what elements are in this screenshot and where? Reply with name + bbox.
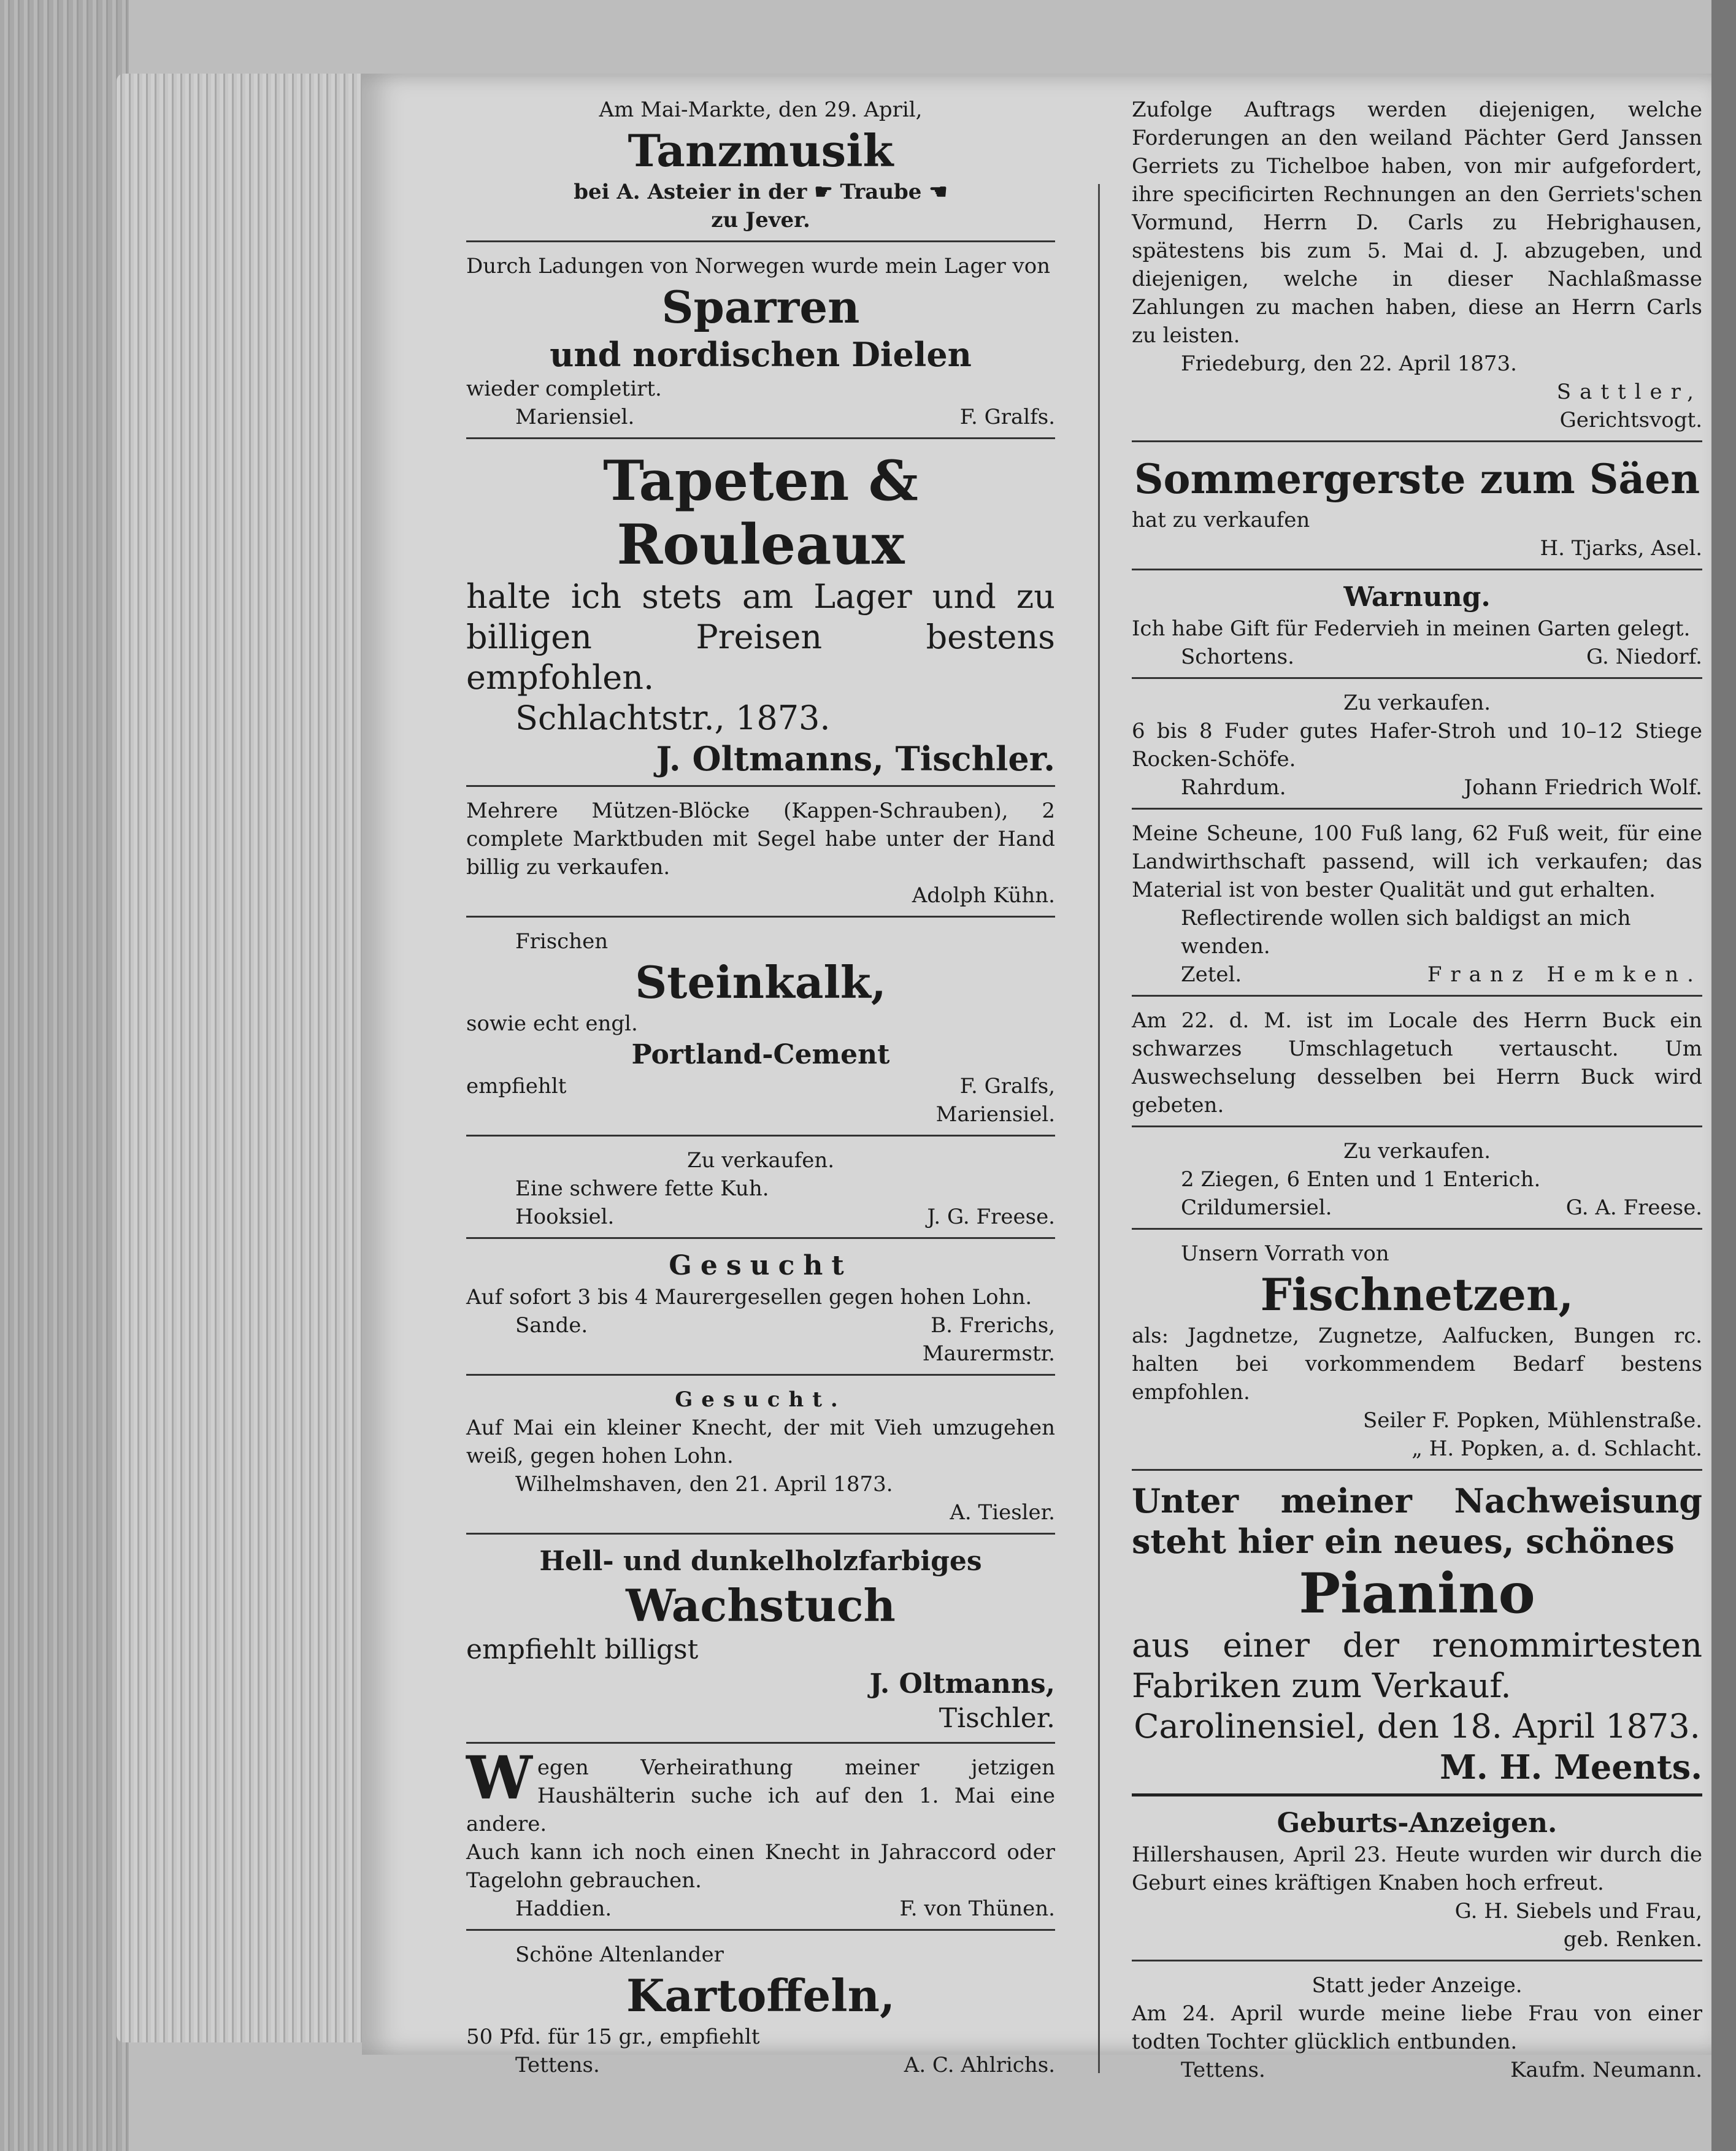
ad-title: Tanzmusik — [628, 125, 894, 177]
ad-place: Mariensiel. — [515, 405, 635, 429]
ad-address: Schlachtstr., 1873. — [515, 699, 831, 737]
right-margin-shadow — [1711, 0, 1736, 2151]
ad-body: Ich habe Gift für Federvieh in meinen Garten gelegt. — [1132, 616, 1691, 641]
ad-heading: Geburts-Anzeigen. — [1277, 1808, 1557, 1839]
ad-advertiser: J. G. Freese. — [927, 1205, 1055, 1229]
ad-kuh — [466, 1143, 1055, 1239]
ad-heading: Gesucht — [669, 1250, 853, 1281]
ad-title: Fischnetzen, — [1260, 1268, 1574, 1321]
ad-body: als: Jagdnetze, Zugnetze, Aalfucken, Bungen rc. halten bei vorkommendem Bedarf bestens empfohlen. — [1132, 1324, 1702, 1405]
ad-tapeten — [466, 445, 1055, 787]
ad-sommergerste — [1132, 448, 1702, 570]
ad-place: Mariensiel. — [935, 1102, 1055, 1127]
ad-line: zu Jever. — [711, 208, 810, 232]
ad-place: Zetel. — [1181, 962, 1242, 987]
ad-body: Auf sofort 3 bis 4 Maurergesellen gegen hohen Lohn. — [466, 1285, 1032, 1309]
ad-body: 2 Ziegen, 6 Enten und 1 Enterich. — [1181, 1167, 1541, 1192]
ad-advertiser: geb. Renken. — [1563, 1927, 1702, 1952]
ad-line: Unsern Vorrath von — [1181, 1241, 1389, 1266]
ad-signature — [1132, 1194, 1702, 1222]
ad-heading: Statt jeder Anzeige. — [1312, 1973, 1523, 1998]
ad-body: Durch Ladungen von Norwegen wurde mein Lager von — [466, 254, 1051, 278]
ad-body: Am 22. d. M. ist im Locale des Herrn Buck ein schwarzes Umschlagetuch vertauscht. Um Auswechselung desselben bei Herrn Buck wird gebeten. — [1132, 1008, 1702, 1118]
ad-signature — [466, 403, 1055, 431]
ad-body: Mehrere Mützen-Blöcke (Kappen-Schrauben), 2 complete Marktbuden mit Segel habe unter der Hand billig zu verkaufen. — [466, 799, 1055, 880]
ad-heading: Warnung. — [1343, 581, 1491, 613]
ad-body: wieder completirt. — [466, 377, 662, 401]
ad-advertiser: F. Gralfs. — [959, 405, 1055, 429]
column-divider — [1098, 184, 1100, 2073]
ad-date: Carolinensiel, den 18. April 1873. — [1134, 1707, 1700, 1746]
book-binding — [0, 0, 129, 2151]
left-column — [466, 92, 1055, 2092]
ad-signature — [466, 1895, 1055, 1923]
ad-tanzmusik — [466, 92, 1055, 242]
right-column — [1132, 92, 1702, 2096]
ad-statt — [1132, 1968, 1702, 2090]
ad-place: Rahrdum. — [1181, 775, 1286, 800]
ad-title: Pianino — [1299, 1561, 1535, 1626]
ad-line: empfiehlt — [466, 1074, 567, 1099]
ad-advertiser-title: Tischler. — [939, 1703, 1055, 1734]
ad-heading: Zu verkaufen. — [1343, 691, 1491, 715]
ad-sparren — [466, 248, 1055, 439]
ad-line: Hell- und dunkelholzfarbiges — [539, 1546, 982, 1577]
ad-advertiser: B. Frerichs, — [931, 1313, 1055, 1338]
ad-fischnetze — [1132, 1236, 1702, 1471]
ad-body: hat zu verkaufen — [1132, 508, 1310, 532]
ad-body-wrap — [466, 1743, 1055, 1838]
ad-line: Unter meiner Nachweisung steht hier ein neues, schönes — [1132, 1481, 1702, 1561]
ad-umschlagetuch — [1132, 1003, 1702, 1127]
ad-body: Hillershausen, April 23. Heute wurden wir durch die Geburt eines kräftigen Knaben hoch erfreut. — [1132, 1842, 1702, 1895]
ad-auftrag — [1132, 92, 1702, 442]
ad-heading: Zu verkaufen. — [1343, 1139, 1491, 1164]
ad-signature — [466, 1203, 1055, 1231]
ad-place: Crildumersiel. — [1181, 1195, 1332, 1220]
ad-place: Tettens. — [515, 2053, 600, 2077]
ad-advertiser: H. Tjarks, Asel. — [1540, 536, 1702, 561]
ad-line: Am Mai-Markte, den 29. April, — [599, 98, 923, 122]
drop-cap: W — [466, 1743, 532, 1812]
ad-body: Auf Mai ein kleiner Knecht, der mit Vieh umzugehen weiß, gegen hohen Lohn. — [466, 1416, 1055, 1468]
ad-body: Zufolge Auftrags werden diejenigen, welche Forderungen an den weiland Pächter Gerd Janssen Gerriets zu Tichelboe haben, von mir aufgefordert, ihre specificirten Rechnungen an den Gerriets'schen Vormund, Herrn D. Carls zu Hebrighausen, spätestens bis zum 5. Mai d. J. abzugeben, und diejenigen, welche in dieser Nachlaßmasse Zahlungen zu machen haben, diese an Herrn Carls zu leisten. — [1132, 98, 1702, 348]
ad-body: Am 24. April wurde meine liebe Frau von einer todten Tochter glücklich entbunden. — [1132, 2001, 1702, 2054]
page-edges — [117, 74, 374, 2042]
ad-advertiser: Kaufm. Neumann. — [1510, 2058, 1702, 2082]
ad-place: Schortens. — [1181, 645, 1294, 669]
ad-signature — [1132, 773, 1702, 802]
ad-advertiser-title: Gerichtsvogt. — [1559, 408, 1702, 432]
ad-place: Sande. — [515, 1313, 588, 1338]
ad-signature — [1132, 960, 1702, 989]
ad-title: Tapeten & Rouleaux — [603, 448, 918, 577]
ad-signature — [466, 1311, 1055, 1340]
ad-signature — [466, 2051, 1055, 2079]
ad-muetzen — [466, 793, 1055, 918]
ad-haushaelterin — [466, 1743, 1055, 1931]
ad-advertiser: Sattler, — [1556, 380, 1702, 404]
ad-body: 50 Pfd. für 15 gr., empfiehlt — [466, 2025, 760, 2049]
ad-advertiser: Seiler F. Popken, Mühlenstraße. — [1363, 1408, 1702, 1433]
ad-scheune — [1132, 816, 1702, 997]
ad-warnung — [1132, 577, 1702, 679]
ad-body: Eine schwere fette Kuh. — [515, 1176, 769, 1201]
ad-advertiser: F. von Thünen. — [899, 1896, 1055, 1921]
ad-pianino — [1132, 1477, 1702, 1796]
ad-advertiser: G. A. Freese. — [1565, 1195, 1702, 1220]
ad-advertiser: J. Oltmanns, — [869, 1668, 1055, 1700]
ad-advertiser: M. H. Meents. — [1440, 1747, 1702, 1787]
ad-advertiser-title: Maurermstr. — [922, 1341, 1055, 1366]
ad-line: aus einer der renommirtesten Fabriken zum Verkauf. — [1132, 1626, 1702, 1705]
ad-line: Frischen — [515, 929, 609, 954]
ad-date: Friedeburg, den 22. April 1873. — [1181, 351, 1517, 376]
ad-line: bei A. Asteier in der ☛ Traube ☚ — [574, 180, 948, 204]
ad-title: Steinkalk, — [635, 956, 886, 1008]
ad-title: Sparren — [661, 281, 860, 333]
ad-signature — [466, 1072, 1055, 1100]
ad-place: Tettens. — [1181, 2058, 1266, 2082]
ad-advertiser: G. Niedorf. — [1586, 645, 1702, 669]
ad-advertiser: Franz Hemken. — [1427, 962, 1702, 987]
ad-advertiser: F. Gralfs, — [959, 1074, 1055, 1099]
ad-ziegen — [1132, 1133, 1702, 1230]
ad-advertiser: Johann Friedrich Wolf. — [1464, 775, 1702, 800]
ad-body: Auch kann ich noch einen Knecht in Jahraccord oder Tagelohn gebrauchen. — [466, 1840, 1055, 1893]
ad-advertiser: J. Oltmanns, Tischler. — [656, 739, 1055, 778]
ad-date: Wilhelmshaven, den 21. April 1873. — [515, 1472, 893, 1497]
ad-gesucht-knecht — [466, 1382, 1055, 1535]
ad-place: Haddien. — [515, 1896, 612, 1921]
ad-gesucht-maurer — [466, 1245, 1055, 1376]
ad-advertiser: „ H. Popken, a. d. Schlacht. — [1411, 1436, 1702, 1461]
ad-kartoffeln — [466, 1937, 1055, 2085]
ad-signature — [1132, 643, 1702, 671]
ad-steinkalk — [466, 924, 1055, 1137]
ad-line: Schöne Altenlander — [515, 1942, 724, 1967]
ad-title: Sommergerste zum Säen — [1134, 455, 1700, 503]
ad-advertiser: A. Tiesler. — [950, 1500, 1055, 1525]
ad-title: Portland-Cement — [631, 1039, 890, 1070]
ad-line: empfiehlt billigst — [466, 1634, 699, 1665]
ad-advertiser: G. H. Siebels und Frau, — [1454, 1899, 1702, 1923]
ad-title: Kartoffeln, — [626, 1969, 896, 2022]
ad-geburt — [1132, 1803, 1702, 1961]
ad-wachstuch — [466, 1541, 1055, 1744]
ad-body: Meine Scheune, 100 Fuß lang, 62 Fuß weit, für eine Landwirthschaft passend, will ich verkaufen; das Material ist von bester Qualität und gut erhalten. — [1132, 821, 1702, 902]
ad-body: Reflectirende wollen sich baldigst an mich wenden. — [1181, 906, 1631, 959]
ad-advertiser: Adolph Kühn. — [912, 883, 1055, 908]
ad-heading: Gesucht. — [675, 1387, 847, 1412]
ad-hafer — [1132, 685, 1702, 810]
ad-heading: Zu verkaufen. — [686, 1148, 835, 1173]
ad-body: halte ich stets am Lager und zu billigen Preisen bestens empfohlen. — [466, 577, 1055, 697]
ad-body: 6 bis 8 Fuder gutes Hafer-Stroh und 10–12 Stiege Rocken-Schöfe. — [1132, 719, 1702, 772]
ad-line: sowie echt engl. — [466, 1011, 638, 1036]
ad-signature — [1132, 2056, 1702, 2084]
ad-title: und nordischen Dielen — [550, 335, 972, 374]
ad-advertiser: A. C. Ahlrichs. — [904, 2053, 1055, 2077]
ad-title: Wachstuch — [626, 1579, 896, 1631]
ad-place: Hooksiel. — [515, 1205, 615, 1229]
ad-body: egen Verheirathung meiner jetzigen Haushälterin suche ich auf den 1. Mai eine andere. — [466, 1755, 1055, 1836]
